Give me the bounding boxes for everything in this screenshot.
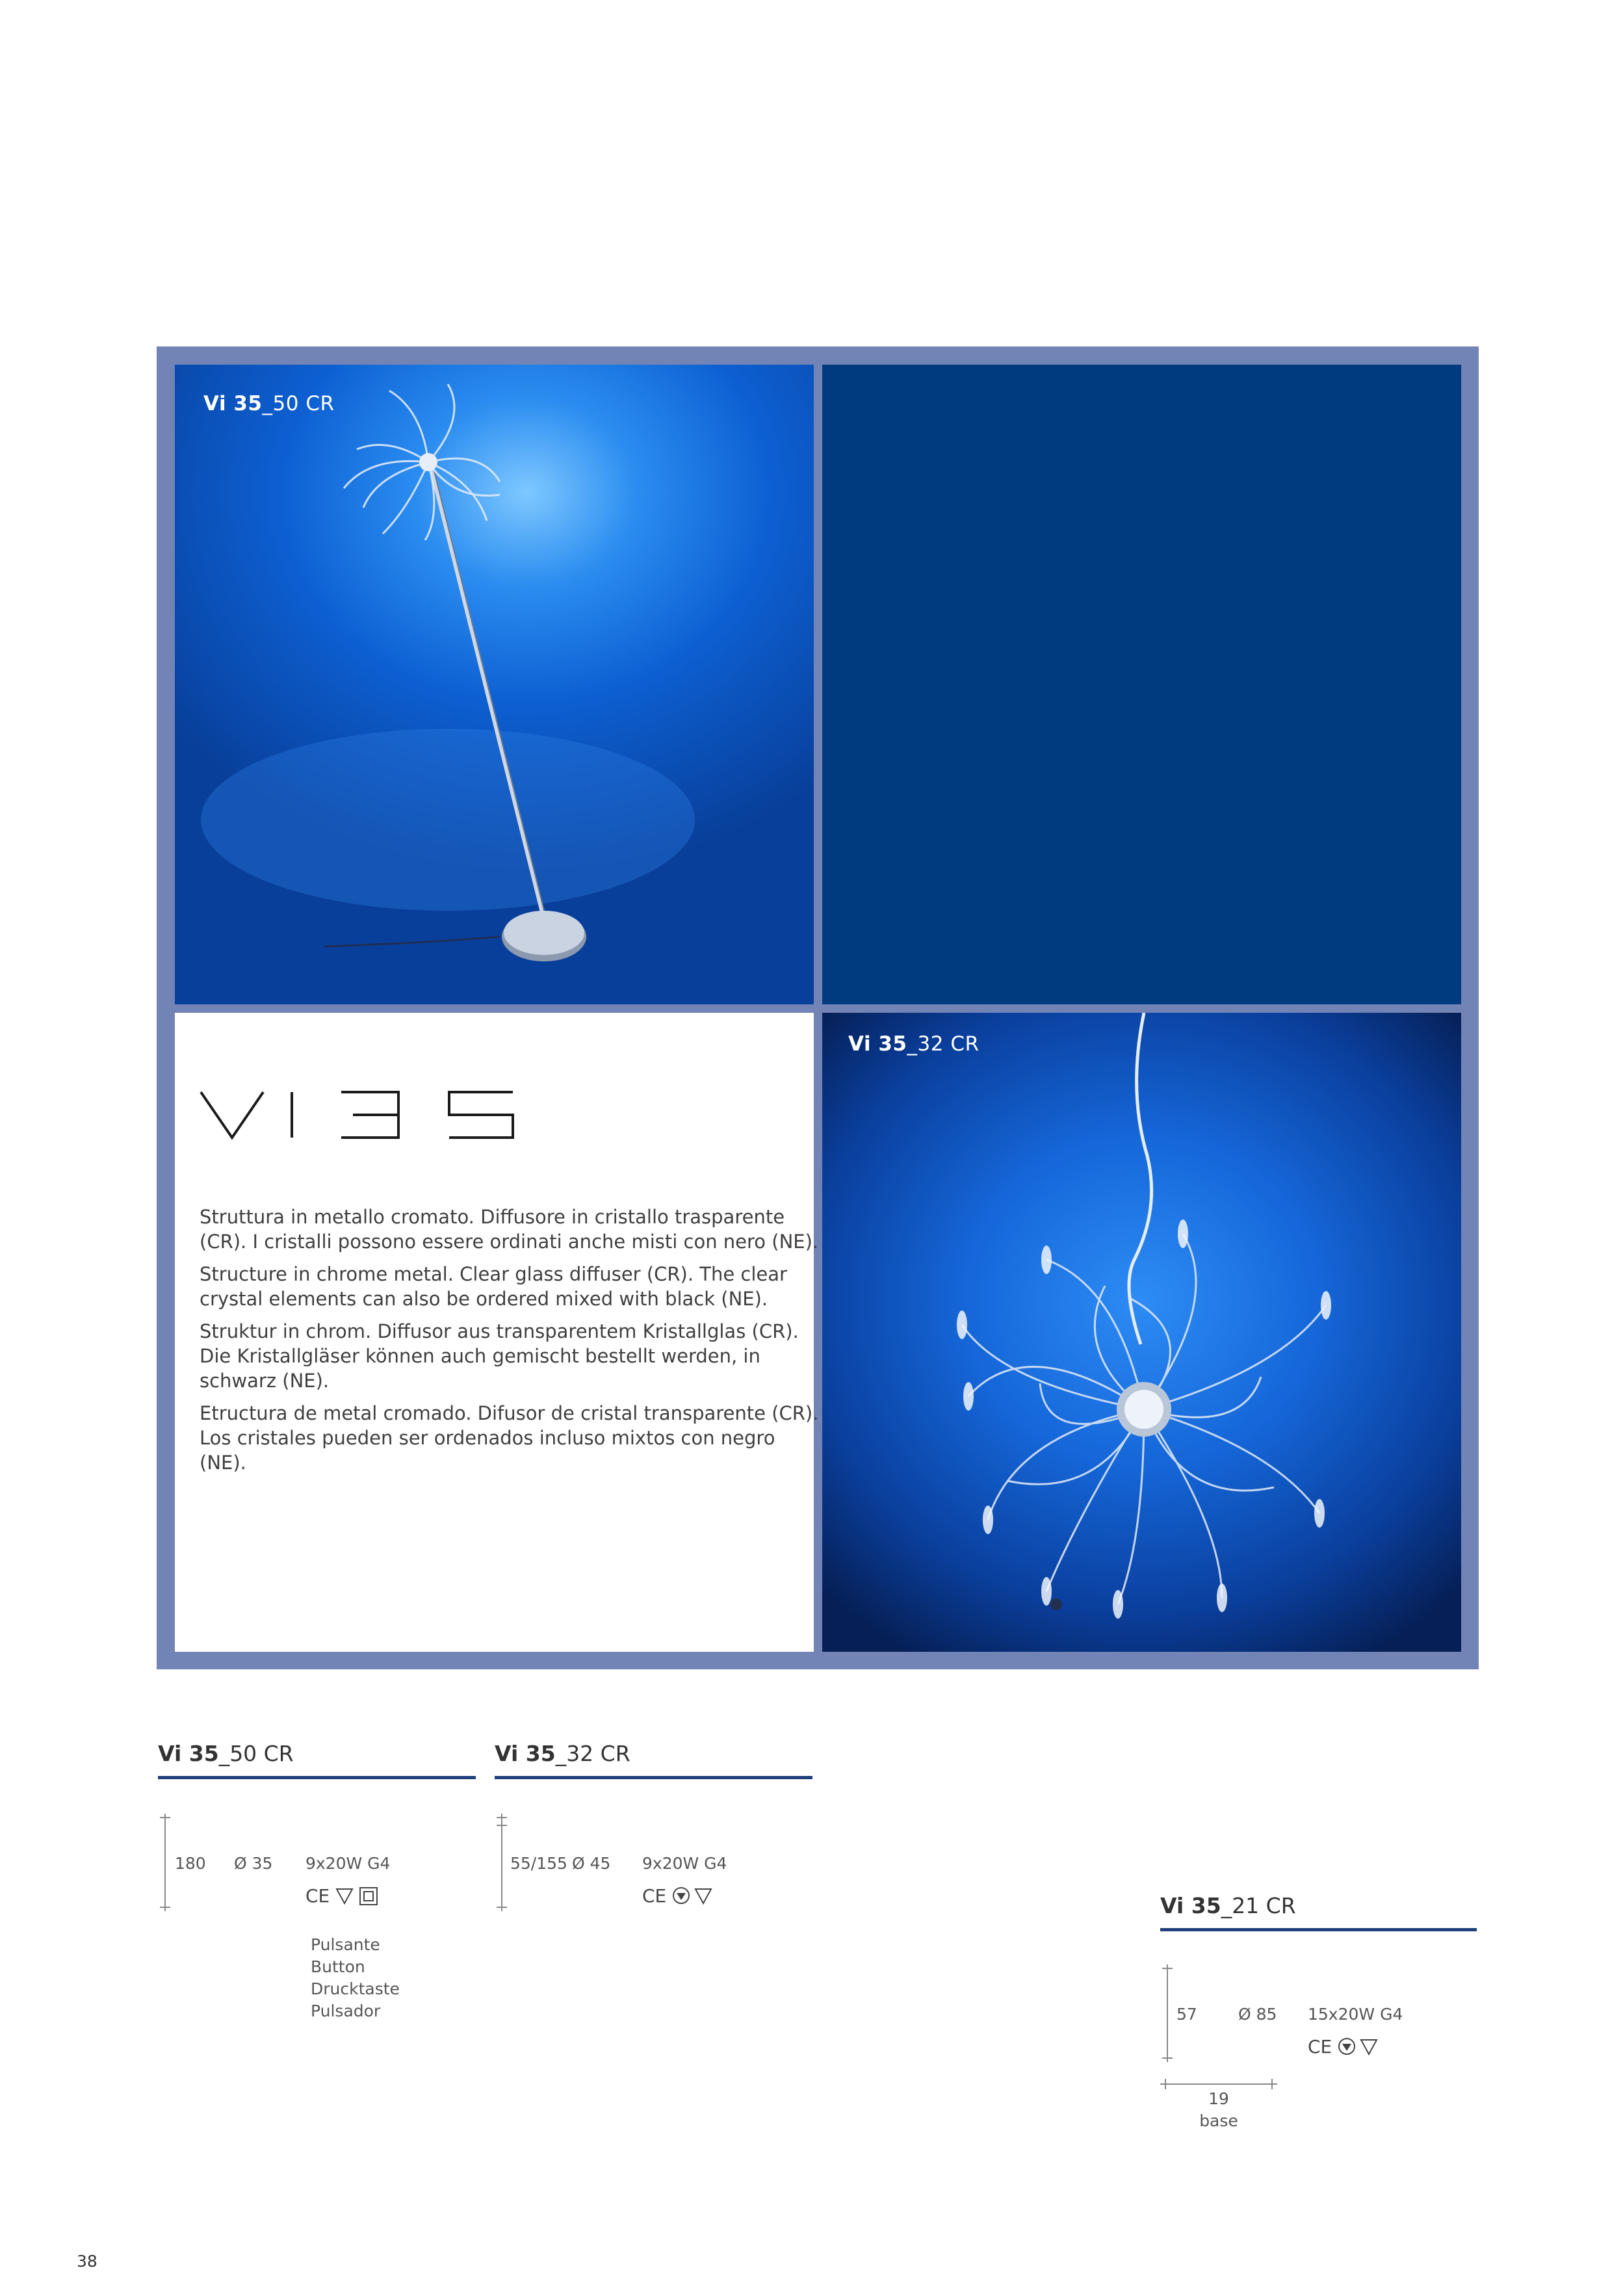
description-spanish: Etructura de metal cromado. Difusor de cristal transparente (CR). Los cristales pueden ser ordenados incluso mixtos con negro (NE).: [200, 1402, 819, 1474]
svg-text:CE: CE: [305, 1885, 330, 1907]
pendant-lamp-illustration: [822, 1013, 1461, 1652]
switch-notes: [311, 1934, 400, 2022]
spec-heading-pendant-32: Vi 35_32 CR: [495, 1741, 630, 1766]
spec-rule-floor: [158, 1776, 476, 1779]
base-label: base: [1199, 2111, 1238, 2130]
floor-lamp-photo: [175, 365, 814, 1004]
spec-diameter-pendant-21: Ø 85: [1238, 2005, 1277, 2024]
note-spanish: Pulsador: [311, 2002, 381, 2020]
description-text: [200, 1205, 824, 1483]
floor-lamp-photo-label: Vi 35_50 CR: [203, 392, 335, 415]
spec-rule-pendant-21: [1160, 1928, 1477, 1931]
pendant-lamp-photo: [822, 1013, 1461, 1652]
description-german: Struktur in chrom. Diffusor aus transparentem Kristallglas (CR). Die Kristallgläser können auch gemischt bestellt werden, in schwarz (NE).: [200, 1320, 799, 1392]
height-dimension-pendant-32: [497, 1814, 507, 1911]
spec-rule-pendant-32: [495, 1776, 812, 1779]
pendant-photo-label: Vi 35_32 CR: [848, 1032, 980, 1056]
vi35-logo: [200, 1089, 518, 1141]
spec-lamp-pendant-32: 9x20W G4: [642, 1854, 727, 1873]
page-number: 38: [77, 2252, 97, 2271]
ce-certification-icons-pendant-32: [642, 1883, 720, 1909]
description-italian: Struttura in metallo cromato. Diffusore in cristallo trasparente (CR). I cristalli possono essere ordinati anche misti con nero (NE).: [200, 1206, 819, 1253]
base-value: 19: [1208, 2089, 1229, 2108]
note-german: Drucktaste: [311, 1979, 400, 1998]
note-italian: Pulsante: [311, 1935, 380, 1954]
spec-heading-pendant-21: Vi 35_21 CR: [1160, 1893, 1296, 1918]
spec-heading-floor: Vi 35_50 CR: [158, 1741, 294, 1766]
blue-color-panel: [822, 365, 1461, 1004]
spec-diameter-floor: Ø 35: [234, 1854, 273, 1873]
spec-height-pendant-32: 55/155: [510, 1854, 567, 1873]
floor-lamp-illustration: [175, 365, 814, 1004]
height-dimension-floor: [160, 1814, 170, 1911]
svg-text:CE: CE: [642, 1885, 667, 1907]
base-dimension: [1193, 2088, 1245, 2132]
spec-lamp-floor: 9x20W G4: [305, 1854, 391, 1873]
spec-diameter-pendant-32: Ø 45: [572, 1854, 611, 1873]
height-dimension-pendant-21: [1162, 1964, 1173, 2062]
description-english: Structure in chrome metal. Clear glass diffuser (CR). The clear crystal elements can also be ordered mixed with black (NE).: [200, 1263, 787, 1310]
note-english: Button: [311, 1957, 365, 1976]
ce-certification-icons-floor: [305, 1883, 383, 1909]
spec-height-floor: 180: [175, 1854, 206, 1873]
spec-height-pendant-21: 57: [1176, 2005, 1197, 2024]
svg-text:CE: CE: [1308, 2036, 1332, 2057]
ce-certification-icons-pendant-21: [1308, 2033, 1386, 2059]
spec-lamp-pendant-21: 15x20W G4: [1308, 2005, 1403, 2024]
